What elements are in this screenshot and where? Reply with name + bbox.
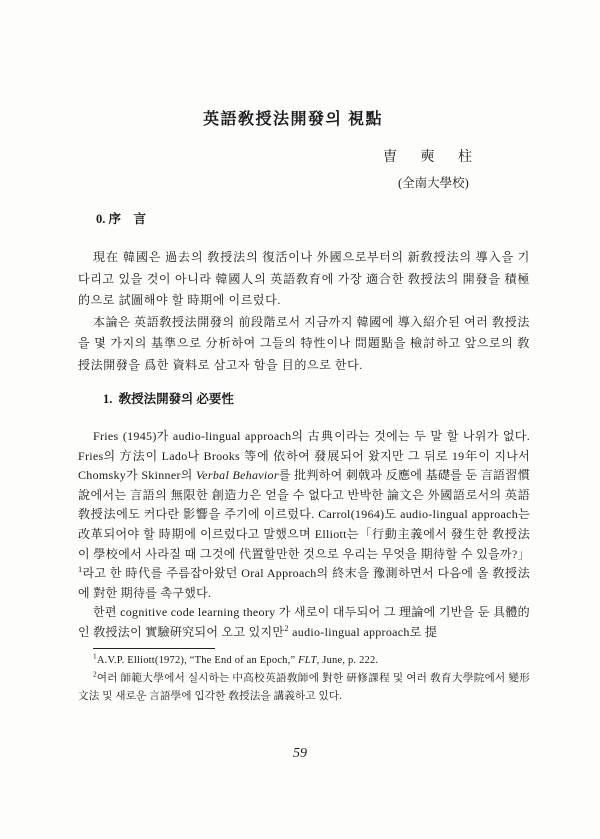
paragraph-text: Fries (1945)가 audio-lingual approach의 古典이라는 것에는 두 말 할 나위가 없다. Fries의 方法이 Lado나 Brooks 等에 依하여 發展되어 왔지만 그 뒤로 19年이 지나서 Chomsky가 Skinner의 [78, 429, 530, 483]
section-heading-necessity: 1. 敎授法開發의 必要性 [103, 392, 234, 406]
footnote [78, 670, 530, 706]
page-title: 英語敎授法開發의 視點 [203, 111, 383, 128]
paragraph-text: 를 批判하여 刺戟과 反應에 基礎를 둔 言語習慣說에서는 言語의 無限한 創造力은 얻을 수 없다고 반박한 論文은 外國語로서의 英語敎授法에도 커다란 影響을 주기에 이르렀다. Carrol(1964)도 audio-lingual approach는 改革되어야 할 時期에 이르렀다고 말했으며 Elliott는「行動主義에서 發生한 敎授法이 學校에서 사라질 때 그것에 代置할만한 것으로 우리는 무엇을 期待할 수 있을까?」 [78, 468, 530, 561]
author-name: 曺 奭 柱 [383, 150, 472, 165]
body-paragraph: 現在 韓國은 過去의 敎授法의 復活이나 外國으로부터의 新敎授法의 導入을 기다리고 있을 것이 아니라 韓國人의 英語敎育에 가장 適合한 敎授法의 開發을 積極的으로 試圖해야 할 時期에 이르렀다. [78, 250, 530, 307]
footnote-mark: 1 [93, 651, 97, 661]
paragraph-text: 라고 한 時代를 주름잡아왔던 Oral Approach의 終末을 豫測하면서 다음에 올 敎授法에 對한 期待를 촉구했다. [78, 566, 530, 600]
footnote-text: , June, p. 222. [316, 654, 379, 666]
footnote-text: A.V.P. Elliott(1972), “The End of an Epoch,” [96, 654, 299, 666]
paragraph-text: audio-lingual approach로 提 [288, 624, 438, 639]
body-paragraph [78, 427, 530, 603]
section-intro-body [78, 247, 530, 376]
italic-book-title: Verbal Behavior [195, 468, 279, 483]
footnote [78, 652, 530, 670]
footnote-ref: 2 [284, 623, 289, 633]
author-affiliation: (全南大學校) [398, 176, 469, 190]
footnote-mark: 2 [93, 669, 97, 679]
paragraph-text: 한편 cognitive code learning theory 가 새로이 대두되어 그 理論에 기반을 둔 具體的인 敎授法이 實驗硏究되어 오고 있지만 [78, 605, 530, 639]
journal-abbrev: FLT [298, 654, 317, 666]
body-paragraph [78, 603, 530, 642]
page-number: 59 [293, 746, 307, 761]
body-paragraph: 本論은 英語敎授法開發의 前段階로서 지금까지 韓國에 導入紹介된 여러 敎授法을 몇 가지의 基準으로 分析하여 그들의 特性이나 問題點을 檢討하고 앞으로의 敎授法開發을 爲한 資料로 삼고자 함을 目的으로 한다. [78, 314, 530, 372]
footnote-ref: 1 [78, 565, 83, 575]
section-necessity-body [78, 427, 530, 706]
footnotes [78, 652, 530, 706]
footnote-rule [93, 648, 215, 649]
footnote-text: 여러 師範大學에서 실시하는 中高校英語敎師에 對한 硏修課程 및 여러 敎育大學院에서 變形文法 및 새로운 言語學에 입각한 敎授法을 講義하고 있다. [78, 672, 530, 702]
section-heading-intro: 0. 序 言 [96, 212, 147, 226]
